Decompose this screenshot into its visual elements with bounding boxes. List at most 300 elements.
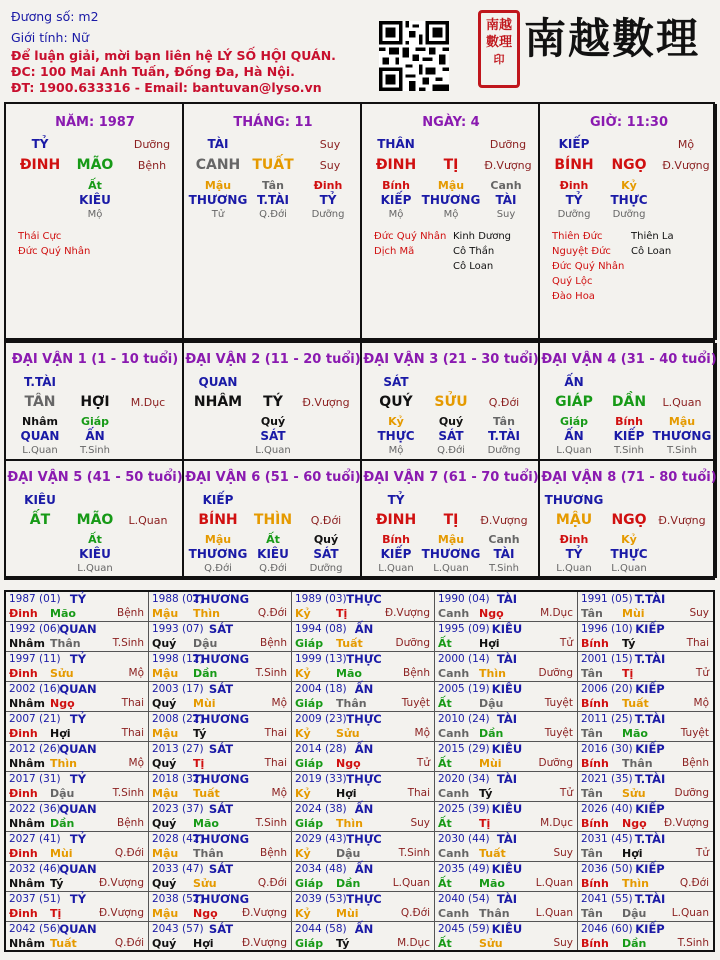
year-branch: Dần [50, 817, 75, 830]
year-stem: Mậu [152, 607, 179, 620]
year-stage: Tử [559, 787, 573, 799]
hidden-ten-god: ẤN [564, 429, 584, 443]
star-left: Đức Quý Nhân [18, 246, 91, 257]
dai-van-stem: ẤT [29, 512, 51, 528]
year-label: 2027 (41) [9, 833, 61, 845]
year-label: 2008 (22) [152, 713, 204, 725]
year-cell [435, 922, 578, 950]
dai-van-ten-god: T.TÀI [24, 375, 56, 389]
dai-van-title: ĐẠI VẬN 5 (41 - 50 tuổi) [7, 470, 183, 485]
year-cell [6, 682, 149, 712]
pillar-title: THÁNG: 11 [233, 115, 313, 130]
year-branch: Thìn [50, 757, 77, 770]
year-stage: Bệnh [117, 817, 144, 829]
gender: Giới tính: Nữ [11, 30, 89, 45]
year-cell [435, 652, 578, 682]
pillar-cell [362, 104, 540, 340]
year-branch: Tị [622, 667, 634, 680]
year-label: 2044 (58) [295, 923, 347, 935]
year-stage: Tử [695, 847, 709, 859]
year-ten-god: THƯƠNG [192, 892, 250, 906]
year-ten-god: SÁT [208, 802, 234, 816]
dai-van-title: ĐẠI VẬN 4 (31 - 40 tuổi) [541, 352, 717, 367]
year-cell [6, 772, 149, 802]
year-branch: Sửu [479, 937, 503, 950]
hidden-ten-god: KIẾP [380, 547, 412, 561]
stage-label: Đ.Vượng [662, 159, 710, 172]
year-ten-god: TỶ [69, 592, 87, 606]
year-stem: Nhâm [9, 817, 45, 830]
year-stem: Đinh [9, 907, 38, 920]
year-branch: Tị [479, 817, 491, 830]
year-stem: Mậu [152, 787, 179, 800]
year-cell [578, 712, 713, 742]
year-label: 2002 (16) [9, 683, 61, 695]
hidden-stem: Mậu [204, 179, 232, 192]
year-ten-god: QUAN [59, 802, 97, 816]
year-stem: Bính [581, 697, 609, 710]
year-label: 2000 (14) [438, 653, 490, 665]
year-cell [578, 802, 713, 832]
year-label: 2001 (15) [581, 653, 633, 665]
year-stage: L.Quan [535, 877, 573, 889]
year-ten-god: THƯƠNG [192, 712, 250, 726]
earthly-branch: MÃO [76, 157, 114, 173]
year-stage: Đ.Vượng [663, 817, 709, 829]
hidden-stage: T.Sinh [80, 445, 110, 456]
hidden-stage: Dưỡng [612, 209, 646, 220]
year-stage: Mộ [693, 697, 709, 709]
year-stem: Canh [438, 907, 470, 920]
year-cell [6, 742, 149, 772]
year-cell [6, 832, 149, 862]
year-stem: Canh [438, 667, 470, 680]
hidden-stem: Mậu [668, 415, 696, 428]
year-branch: Mùi [622, 607, 645, 620]
year-branch: Dậu [336, 847, 361, 860]
year-cell [6, 652, 149, 682]
year-label: 2015 (29) [438, 743, 490, 755]
year-stage: Tuyệt [401, 697, 430, 709]
hidden-stage: Dưỡng [309, 563, 343, 574]
dai-van-branch: THÌN [253, 512, 293, 528]
year-label: 2045 (59) [438, 923, 490, 935]
year-cell [292, 922, 435, 950]
year-label: 1997 (11) [9, 653, 61, 665]
dai-van-ten-god: KIẾP [202, 493, 234, 507]
star-right: Cô Thần [453, 246, 495, 257]
hidden-stem: Tân [262, 179, 284, 192]
year-ten-god: ẤN [354, 922, 374, 936]
dai-van-ten-god: THƯƠNG [544, 493, 604, 507]
dai-van-cell [184, 461, 362, 578]
hidden-stage: L.Quan [433, 563, 469, 574]
hidden-stage: Dưỡng [557, 209, 591, 220]
stage-label: Dưỡng [489, 138, 527, 151]
year-label: 2029 (43) [295, 833, 347, 845]
year-label: 2030 (44) [438, 833, 490, 845]
year-stage: Thai [264, 727, 287, 739]
year-stem: Tân [581, 907, 603, 920]
year-branch: Dần [622, 937, 647, 950]
year-branch: Thìn [479, 667, 506, 680]
year-stage: Suy [410, 817, 430, 829]
year-stem: Ất [438, 937, 452, 950]
hidden-stage: Mộ [388, 209, 404, 220]
year-stem: Nhâm [9, 757, 45, 770]
year-stem: Nhâm [9, 937, 45, 950]
year-label: 2031 (45) [581, 833, 633, 845]
hidden-stem: Đinh [559, 533, 589, 546]
year-branch: Mão [193, 817, 219, 830]
year-cell [292, 652, 435, 682]
dai-van-ten-god: SÁT [383, 375, 409, 389]
year-stem: Ất [438, 817, 452, 830]
dai-van-stem: GIÁP [555, 394, 593, 410]
year-label: 2037 (51) [9, 893, 61, 905]
year-stem: Quý [152, 697, 177, 710]
year-branch: Hợi [50, 727, 71, 740]
dai-van-cell [6, 461, 184, 578]
year-stage: Thai [407, 787, 430, 799]
year-ten-god: THƯƠNG [192, 832, 250, 846]
hidden-stem: Giáp [559, 415, 589, 428]
year-stem: Bính [581, 757, 609, 770]
hidden-stem: Giáp [80, 415, 110, 428]
year-cell [578, 832, 713, 862]
hidden-ten-god: THƯƠNG [188, 193, 248, 207]
year-branch: Mùi [336, 907, 359, 920]
year-cell [578, 622, 713, 652]
hidden-stage: L.Quan [22, 445, 58, 456]
year-branch: Tị [336, 607, 348, 620]
year-cell [149, 892, 292, 922]
year-stem: Kỷ [295, 787, 311, 800]
year-label: 2021 (35) [581, 773, 633, 785]
year-branch: Thìn [193, 607, 220, 620]
year-ten-god: T.TÀI [634, 772, 666, 786]
year-stage: L.Quan [671, 907, 709, 919]
year-label: 2033 (47) [152, 863, 204, 875]
dai-van-branch: HỢI [80, 394, 110, 410]
year-stem: Đinh [9, 787, 38, 800]
hidden-stem: Quý [313, 533, 339, 546]
year-branch: Tuất [50, 937, 77, 950]
year-ten-god: KIẾP [635, 922, 665, 936]
hidden-stage: L.Quan [77, 563, 113, 574]
year-ten-god: ẤN [354, 682, 374, 696]
year-branch: Tý [622, 637, 636, 650]
year-stage: Mộ [271, 697, 287, 709]
dai-van-cell [540, 343, 717, 461]
year-label: 2020 (34) [438, 773, 490, 785]
year-label: 2006 (20) [581, 683, 633, 695]
year-stem: Kỷ [295, 847, 311, 860]
year-branch: Mão [50, 607, 76, 620]
year-cell [435, 772, 578, 802]
hidden-ten-god: KIẾP [613, 429, 645, 443]
hidden-stem: Kỷ [621, 533, 637, 546]
year-label: 2042 (56) [9, 923, 61, 935]
year-ten-god: KIẾP [635, 682, 665, 696]
year-stem: Tân [581, 727, 603, 740]
year-stem: Canh [438, 847, 470, 860]
year-cell [6, 802, 149, 832]
year-ten-god: THƯƠNG [192, 652, 250, 666]
dai-van-ten-god: TỶ [387, 493, 405, 507]
year-cell [292, 682, 435, 712]
year-branch: Thân [50, 637, 81, 650]
year-branch: Thìn [336, 817, 363, 830]
dai-van-stem: QUÝ [379, 394, 413, 410]
dai-van-title: ĐẠI VẬN 6 (51 - 60 tuổi) [185, 470, 361, 485]
year-branch: Tuất [336, 637, 363, 650]
dai-van-cell [362, 461, 540, 578]
year-ten-god: KIÊU [491, 742, 523, 756]
year-stem: Nhâm [9, 877, 45, 890]
year-cell [6, 622, 149, 652]
pillar-cell [184, 104, 362, 340]
dai-van-cell [184, 343, 362, 461]
logo: 南越數理 [524, 14, 701, 63]
year-label: 2025 (39) [438, 803, 490, 815]
year-branch: Thân [336, 697, 367, 710]
dai-van-title: ĐẠI VẬN 2 (11 - 20 tuổi) [185, 352, 361, 367]
hidden-stem: Mậu [437, 179, 465, 192]
hidden-ten-god: KIẾP [380, 193, 412, 207]
hidden-ten-god: THƯƠNG [421, 547, 481, 561]
year-stem: Giáp [295, 757, 324, 770]
pillar-cell [6, 104, 184, 340]
year-cell [149, 802, 292, 832]
year-cell [578, 742, 713, 772]
year-cell [149, 622, 292, 652]
year-stage: Tử [695, 667, 709, 679]
year-stem: Canh [438, 727, 470, 740]
ten-god-stem: TÀI [207, 137, 229, 151]
star-right: Cô Loan [631, 246, 672, 257]
hidden-ten-god: QUAN [20, 429, 60, 443]
hidden-stage: Q.Đới [204, 563, 232, 574]
dai-van-title: ĐẠI VẬN 1 (1 - 10 tuổi) [11, 352, 179, 367]
pillar-cell [540, 104, 717, 340]
dai-van-branch: NGỌ [611, 512, 647, 528]
year-stage: Tử [559, 637, 573, 649]
year-stage: Dưỡng [538, 667, 573, 679]
year-stage: T.Sinh [677, 937, 709, 949]
year-cell [435, 802, 578, 832]
year-branch: Mão [479, 877, 505, 890]
year-stage: Tuyệt [680, 727, 709, 739]
year-ten-god: SÁT [208, 922, 234, 936]
year-label: 2010 (24) [438, 713, 490, 725]
year-stem: Kỷ [295, 667, 311, 680]
dai-van-stem: ĐINH [375, 512, 417, 528]
year-label: 1993 (07) [152, 623, 204, 635]
hidden-stage: T.Sinh [667, 445, 697, 456]
year-stem: Ất [438, 697, 452, 710]
year-cell [292, 622, 435, 652]
hidden-ten-god: T.TÀI [257, 193, 289, 207]
year-stage: Tuyệt [544, 727, 573, 739]
year-cell [149, 862, 292, 892]
year-cell [149, 592, 292, 622]
year-stage: Tuyệt [544, 697, 573, 709]
year-branch: Ngọ [622, 817, 647, 830]
year-cell [292, 892, 435, 922]
year-label: 2039 (53) [295, 893, 347, 905]
year-stage: T.Sinh [112, 787, 144, 799]
year-ten-god: ẤN [354, 622, 374, 636]
year-branch: Dậu [622, 907, 647, 920]
year-stem: Mậu [152, 847, 179, 860]
year-stem: Ất [438, 757, 452, 770]
year-stem: Tân [581, 607, 603, 620]
year-ten-god: QUAN [59, 862, 97, 876]
dai-van-ten-god: QUAN [198, 375, 238, 389]
star-left: Đức Quý Nhân [374, 231, 447, 242]
year-stage: Bệnh [260, 637, 287, 649]
year-cell [149, 712, 292, 742]
year-cell [292, 832, 435, 862]
dai-van-cell [540, 461, 717, 578]
hidden-ten-god: TÀI [493, 547, 515, 561]
year-ten-god: THỰC [346, 712, 382, 726]
dai-van-stage: Q.Đới [310, 514, 342, 527]
year-branch: Thân [193, 847, 224, 860]
year-ten-god: TỶ [69, 772, 87, 786]
dai-van-title: ĐẠI VẬN 8 (71 - 80 tuổi) [541, 470, 717, 485]
year-branch: Tý [336, 937, 350, 950]
star-right: Thiên La [631, 231, 674, 242]
year-label: 2011 (25) [581, 713, 633, 725]
year-stem: Kỷ [295, 607, 311, 620]
year-ten-god: TỶ [69, 712, 87, 726]
year-stage: M.Dục [540, 607, 573, 619]
year-stage: Bệnh [117, 607, 144, 619]
hidden-ten-god: THỰC [377, 429, 415, 443]
year-label: 1990 (04) [438, 593, 490, 605]
year-stem: Bính [581, 817, 609, 830]
year-ten-god: SÁT [208, 622, 234, 636]
year-stage: Q.Đới [400, 907, 430, 919]
year-stem: Giáp [295, 877, 324, 890]
year-stem: Mậu [152, 907, 179, 920]
year-branch: Sửu [336, 727, 360, 740]
year-ten-god: THỰC [346, 892, 382, 906]
year-branch: Tý [479, 787, 493, 800]
year-cell [292, 592, 435, 622]
dai-van-stage: Đ.Vượng [302, 396, 350, 409]
hidden-stem: Canh [490, 179, 522, 192]
year-ten-god: THƯƠNG [192, 592, 250, 606]
year-stage: L.Quan [392, 877, 430, 889]
year-cell [435, 892, 578, 922]
year-stage: Dưỡng [538, 757, 573, 769]
year-ten-god: THỰC [346, 832, 382, 846]
year-ten-god: QUAN [59, 922, 97, 936]
year-label: 2017 (31) [9, 773, 61, 785]
year-branch: Thìn [622, 877, 649, 890]
year-ten-god: KIẾP [635, 742, 665, 756]
year-label: 1988 (02) [152, 593, 204, 605]
year-label: 1989 (03) [295, 593, 347, 605]
year-stage: Bệnh [403, 667, 430, 679]
dai-van-title: ĐẠI VẬN 3 (21 - 30 tuổi) [363, 352, 539, 367]
stage-label: Bệnh [137, 159, 167, 172]
hidden-stage: Tử [211, 209, 225, 220]
hidden-stage: T.Sinh [614, 445, 644, 456]
year-ten-god: TÀI [496, 892, 518, 906]
year-cell [435, 592, 578, 622]
hidden-stem: Kỷ [388, 415, 404, 428]
pillar-title: NGÀY: 4 [422, 115, 480, 130]
year-ten-god: THỰC [346, 652, 382, 666]
hidden-stem: Ất [88, 179, 102, 192]
year-cell [292, 772, 435, 802]
header [0, 0, 720, 100]
heavenly-stem: ĐINH [19, 157, 61, 173]
year-ten-god: SÁT [208, 682, 234, 696]
year-stem: Giáp [295, 937, 324, 950]
year-ten-god: TỶ [69, 652, 87, 666]
dai-van-stage: L.Quan [128, 514, 168, 527]
star-left: Nguyệt Đức [552, 246, 611, 257]
year-label: 1999 (13) [295, 653, 347, 665]
year-label: 1992 (06) [9, 623, 61, 635]
hidden-stem: Nhâm [22, 415, 58, 428]
year-stem: Ất [438, 637, 452, 650]
star-right: Kinh Dương [453, 231, 512, 242]
year-cell [435, 862, 578, 892]
qr-code-icon [379, 21, 449, 91]
hidden-stem: Bính [615, 415, 643, 428]
year-ten-god: QUAN [59, 622, 97, 636]
year-label: 1998 (12) [152, 653, 204, 665]
hidden-ten-god: T.TÀI [488, 429, 520, 443]
year-branch: Ngọ [479, 607, 504, 620]
hidden-stem: Đinh [313, 179, 343, 192]
year-stem: Tân [581, 787, 603, 800]
year-ten-god: TÀI [496, 772, 518, 786]
hidden-stage: Q.Đới [437, 445, 465, 456]
year-ten-god: T.TÀI [634, 652, 666, 666]
dai-van-table [4, 341, 715, 580]
contact-line: Để luận giải, mời bạn liên hệ LÝ SỐ HỘI QUÁN. [11, 48, 336, 63]
year-cell [435, 622, 578, 652]
year-label: 2004 (18) [295, 683, 347, 695]
year-label: 2032 (46) [9, 863, 61, 875]
year-stem: Đinh [9, 847, 38, 860]
hidden-stem: Kỷ [621, 179, 637, 192]
year-label: 2034 (48) [295, 863, 347, 875]
year-label: 2018 (32) [152, 773, 204, 785]
year-stage: Mộ [271, 787, 287, 799]
hidden-ten-god: KIÊU [79, 193, 111, 207]
year-stage: Đ.Vượng [384, 607, 430, 619]
year-stem: Canh [438, 607, 470, 620]
year-stage: M.Dục [397, 937, 430, 949]
year-stage: Đ.Vượng [98, 907, 144, 919]
year-stem: Nhâm [9, 637, 45, 650]
year-ten-god: ẤN [354, 802, 374, 816]
hidden-ten-god: TỶ [565, 193, 583, 207]
hidden-stem: Quý [260, 415, 286, 428]
star-left: Dịch Mã [374, 246, 415, 257]
year-stem: Giáp [295, 817, 324, 830]
year-stem: Quý [152, 937, 177, 950]
year-branch: Sửu [622, 787, 646, 800]
